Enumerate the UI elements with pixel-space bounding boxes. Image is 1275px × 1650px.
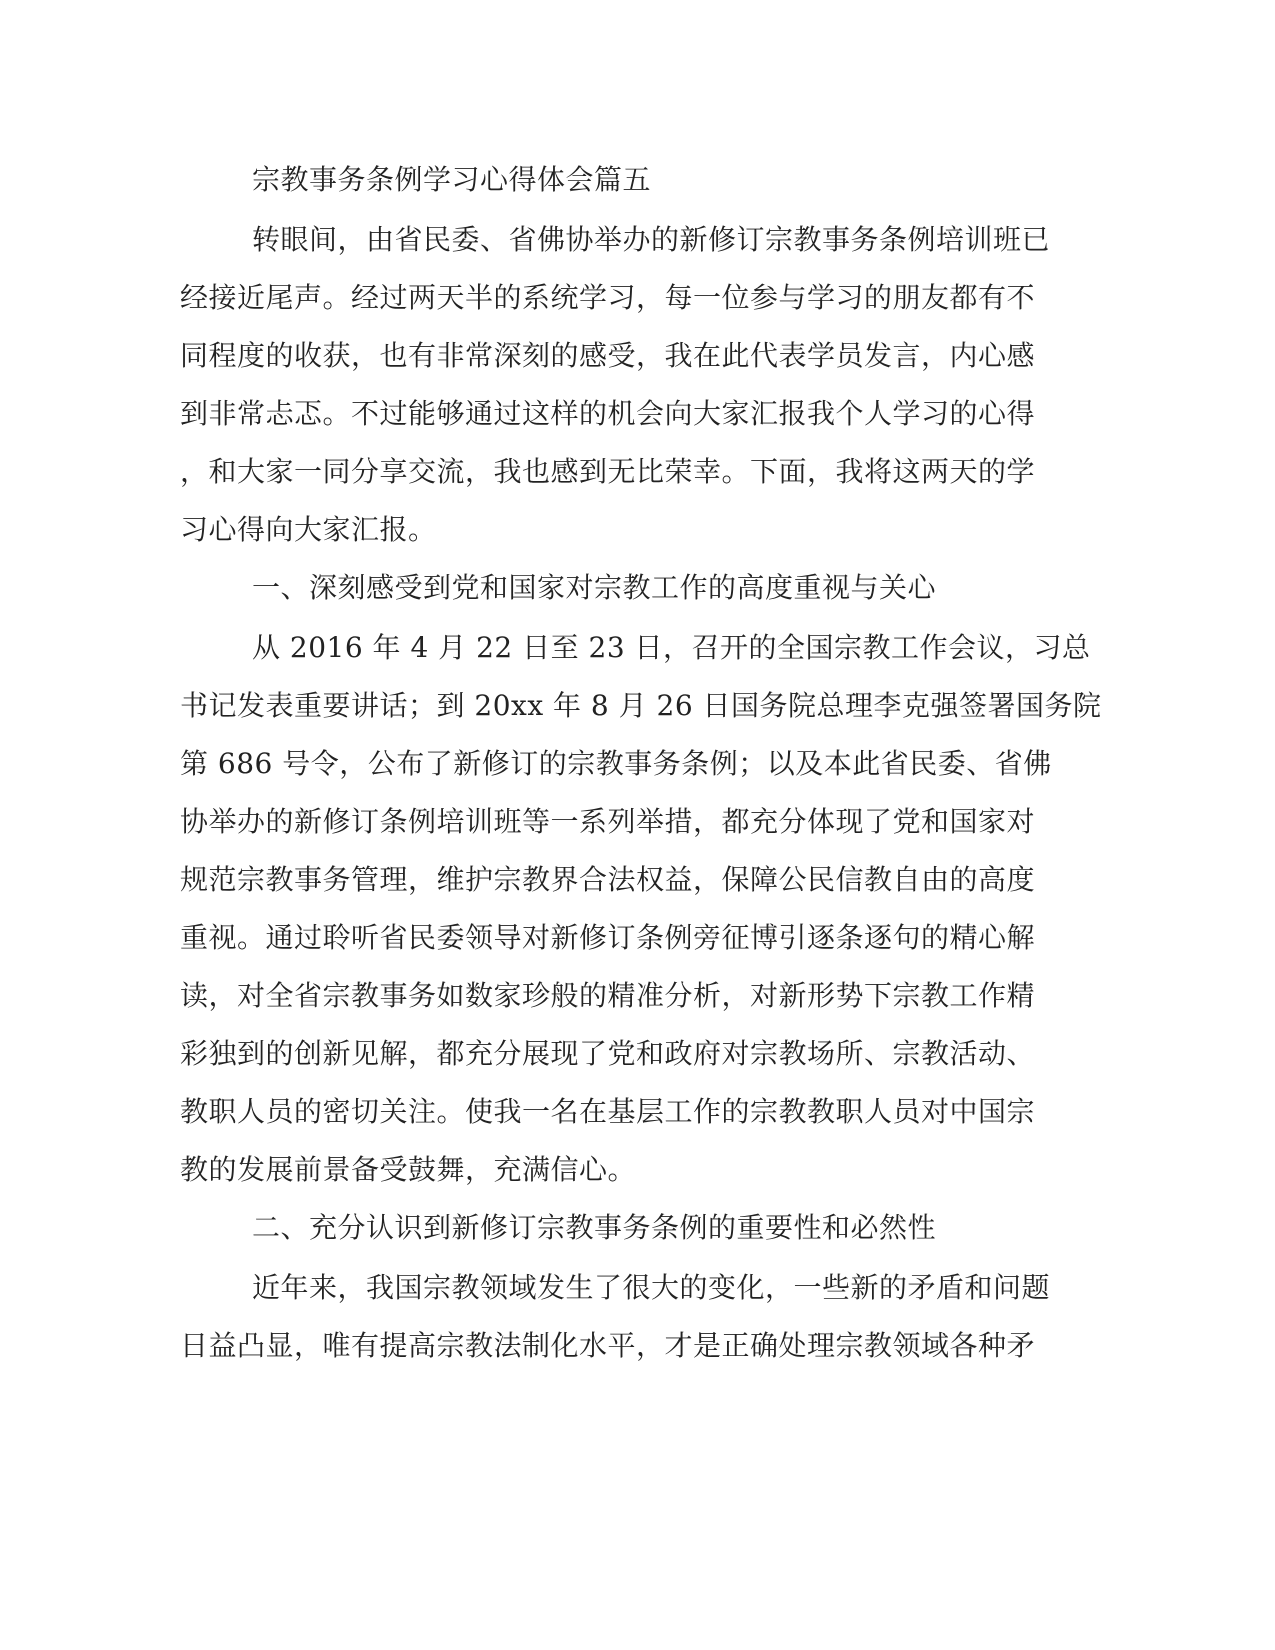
section-heading: 二、充分认识到新修订宗教事务条例的重要性和必然性 [252, 1211, 937, 1244]
paragraph-line: 同程度的收获，也有非常深刻的感受，我在此代表学员发言，内心感 [180, 339, 1036, 372]
paragraph-line: 近年来，我国宗教领域发生了很大的变化，一些新的矛盾和问题 [252, 1271, 1051, 1304]
section-heading: 一、深刻感受到党和国家对宗教工作的高度重视与关心 [252, 571, 937, 604]
paragraph-line: 经接近尾声。经过两天半的系统学习，每一位参与学习的朋友都有不 [180, 281, 1036, 314]
paragraph-line: 教职人员的密切关注。使我一名在基层工作的宗教教职人员对中国宗 [180, 1095, 1036, 1128]
paragraph-line: 彩独到的创新见解，都充分展现了党和政府对宗教场所、宗教活动、 [180, 1037, 1036, 1070]
document-title: 宗教事务条例学习心得体会篇五 [252, 163, 652, 196]
paragraph-line: 从 2016 年 4 月 22 日至 23 日，召开的全国宗教工作会议，习总 [252, 631, 1091, 664]
paragraph-line: 日益凸显，唯有提高宗教法制化水平，才是正确处理宗教领域各种矛 [180, 1329, 1036, 1362]
paragraph-line: 规范宗教事务管理，维护宗教界合法权益，保障公民信教自由的高度 [180, 863, 1036, 896]
paragraph-line: 第 686 号令，公布了新修订的宗教事务条例；以及本此省民委、省佛 [180, 747, 1052, 780]
paragraph-line: ，和大家一同分享交流，我也感到无比荣幸。下面，我将这两天的学 [180, 455, 1036, 488]
paragraph-line: 习心得向大家汇报。 [180, 513, 437, 546]
paragraph-line: 到非常忐忑。不过能够通过这样的机会向大家汇报我个人学习的心得 [180, 397, 1036, 430]
paragraph-line: 转眼间，由省民委、省佛协举办的新修订宗教事务条例培训班已 [252, 223, 1051, 256]
paragraph-line: 教的发展前景备受鼓舞，充满信心。 [180, 1153, 637, 1186]
paragraph-line: 书记发表重要讲话；到 20xx 年 8 月 26 日国务院总理李克强签署国务院 [180, 689, 1102, 722]
paragraph-line: 重视。通过聆听省民委领导对新修订条例旁征博引逐条逐句的精心解 [180, 921, 1036, 954]
paragraph-line: 读，对全省宗教事务如数家珍般的精准分析，对新形势下宗教工作精 [180, 979, 1036, 1012]
paragraph-line: 协举办的新修订条例培训班等一系列举措，都充分体现了党和国家对 [180, 805, 1036, 838]
